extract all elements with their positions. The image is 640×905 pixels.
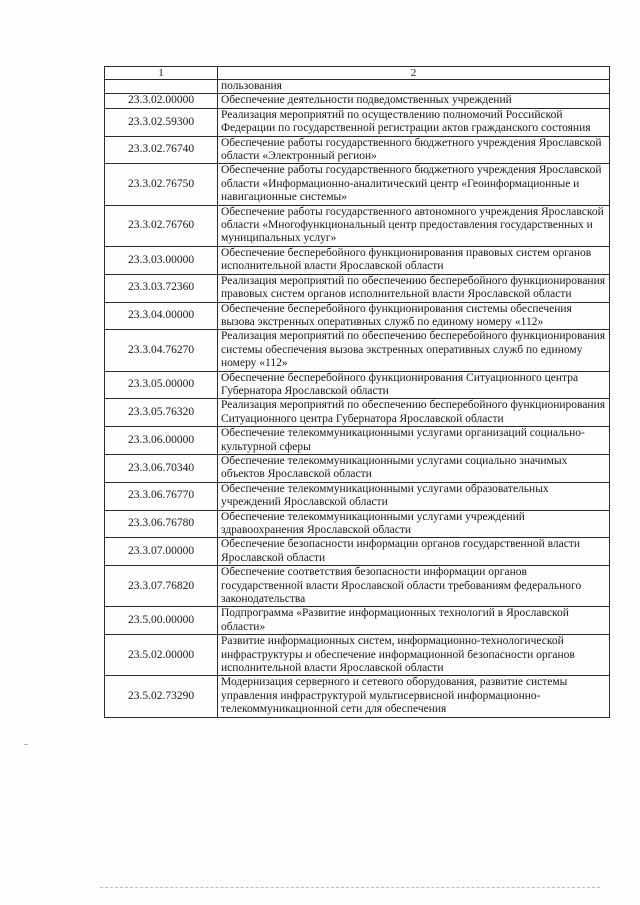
table-row [105,538,610,566]
row-text: Обеспечение телекоммуникационными услугами организаций социально-культурной сферы [218,427,610,455]
row-code: 23.3.03.00000 [105,246,218,274]
row-code: 23.3.02.76750 [105,164,218,205]
table-row [105,482,610,510]
row-code: 23.3.02.76740 [105,136,218,164]
row-text: Модернизация серверного и сетевого оборудования, развитие системы управления инфраструктурой мультисервисной информационно-телекоммуникационной сети для обеспечения [218,676,610,717]
row-text: Обеспечение работы государственного автономного учреждения Ярославской области «Многофункциональный центр предоставления государственных и муниципальных услуг» [218,205,610,246]
row-text: Подпрограмма «Развитие информационных технологий в Ярославской области» [218,607,610,635]
table-row [105,510,610,538]
row-text: пользования [218,80,610,94]
table-row [105,607,610,635]
row-text: Обеспечение безопасности информации органов государственной власти Ярославской области [218,538,610,566]
column-header-2: 2 [218,67,610,80]
row-text: Реализация мероприятий по обеспечению бесперебойного функционирования правовых систем органов исполнительной власти Ярославской области [218,274,610,302]
table-row [105,108,610,136]
table-row [105,371,610,399]
row-code: 23.3.04.00000 [105,302,218,330]
table-row [105,136,610,164]
table-row [105,427,610,455]
row-code: 23.3.07.76820 [105,566,218,607]
table-row [105,164,610,205]
scan-mark [24,744,28,745]
row-text: Обеспечение бесперебойного функционирования Ситуационного центра Губернатора Ярославской области [218,371,610,399]
row-code: 23.5.02.00000 [105,635,218,676]
row-code: 23.3.04.76270 [105,330,218,371]
row-code: 23.5.02.73290 [105,676,218,717]
row-code: 23.3.06.76770 [105,482,218,510]
table-header-row [105,67,610,80]
table-row [105,94,610,108]
table-row [105,399,610,427]
budget-code-table [104,66,610,718]
row-text: Обеспечение соответствия безопасности информации органов государственной власти Ярославской области требованиям федерального законодательства [218,566,610,607]
row-code: 23.5.00.00000 [105,607,218,635]
row-text: Реализация мероприятий по обеспечению бесперебойного функционирования системы обеспечения вызова экстренных оперативных служб по единому номеру «112» [218,330,610,371]
row-code: 23.3.03.72360 [105,274,218,302]
row-code: 23.3.07.00000 [105,538,218,566]
row-text: Обеспечение бесперебойного функционирования системы обеспечения вызова экстренных оперативных служб по единому номеру «112» [218,302,610,330]
row-code: 23.3.06.00000 [105,427,218,455]
page-footer-line [100,887,600,889]
row-code: 23.3.02.76760 [105,205,218,246]
row-text: Реализация мероприятий по обеспечению бесперебойного функционирования Ситуационного центра Губернатора Ярославской области [218,399,610,427]
table-row [105,454,610,482]
row-code [105,80,218,94]
table-row [105,676,610,717]
column-header-1: 1 [105,67,218,80]
row-text: Обеспечение работы государственного бюджетного учреждения Ярославской области «Информационно-аналитический центр «Геоинформационные и навигационные системы» [218,164,610,205]
row-text: Обеспечение деятельности подведомственных учреждений [218,94,610,108]
table-row [105,274,610,302]
table-row [105,302,610,330]
row-text: Обеспечение телекоммуникационными услугами учреждений здравоохранения Ярославской области [218,510,610,538]
table-row [105,246,610,274]
row-code: 23.3.02.00000 [105,94,218,108]
row-text: Обеспечение телекоммуникационными услугами социально значимых объектов Ярославской области [218,454,610,482]
row-text: Обеспечение бесперебойного функционирования правовых систем органов исполнительной власти Ярославской области [218,246,610,274]
row-code: 23.3.05.76320 [105,399,218,427]
row-text: Обеспечение работы государственного бюджетного учреждения Ярославской области «Электронный регион» [218,136,610,164]
table-row [105,80,610,94]
row-code: 23.3.06.76780 [105,510,218,538]
row-code: 23.3.05.00000 [105,371,218,399]
row-text: Обеспечение телекоммуникационными услугами образовательных учреждений Ярославской области [218,482,610,510]
table-row [105,635,610,676]
row-code: 23.3.06.70340 [105,454,218,482]
table-row [105,330,610,371]
row-text: Развитие информационных систем, информационно-технологической инфраструктуры и обеспечение информационной безопасности органов исполнительной власти Ярославской области [218,635,610,676]
row-code: 23.3.02.59300 [105,108,218,136]
table-body [105,80,610,718]
table-row [105,566,610,607]
row-text: Реализация мероприятий по осуществлению полномочий Российской Федерации по государственной регистрации актов гражданского состояния [218,108,610,136]
table-row [105,205,610,246]
